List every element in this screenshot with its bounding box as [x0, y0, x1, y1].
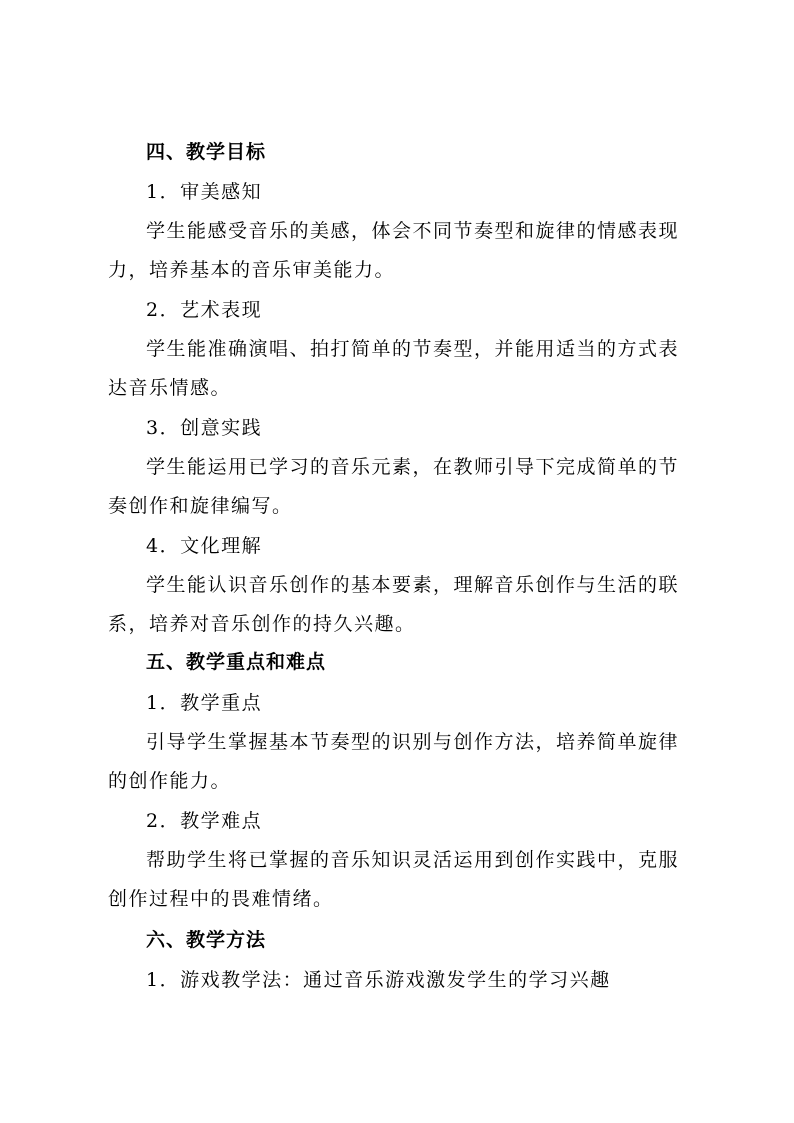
paragraph-line: 创作过程中的畏难情绪。: [108, 888, 334, 910]
paragraph-line: 引导学生掌握基本节奏型的识别与创作方法，培养简单旋律: [146, 731, 680, 753]
paragraph-line: 帮助学生将已掌握的音乐知识灵活运用到创作实践中，克服: [146, 849, 680, 871]
section-heading-key-points: 五、教学重点和难点: [146, 651, 327, 673]
paragraph-line: 学生能认识音乐创作的基本要素，理解音乐创作与生活的联: [146, 574, 680, 596]
subheading-artistic-expression: 2．艺术表现: [146, 299, 263, 321]
paragraph-line: 学生能准确演唱、拍打简单的节奏型，并能用适当的方式表: [146, 338, 680, 360]
subheading-teaching-focus: 1．教学重点: [146, 692, 263, 714]
subheading-cultural-understanding: 4．文化理解: [146, 535, 263, 557]
section-heading-objectives: 四、教学目标: [146, 141, 267, 163]
paragraph-line: 学生能运用已学习的音乐元素，在教师引导下完成简单的节: [146, 456, 680, 478]
paragraph-line: 的创作能力。: [108, 770, 232, 792]
section-heading-methods: 六、教学方法: [146, 929, 267, 951]
paragraph-line: 达音乐情感。: [108, 377, 232, 399]
subheading-creative-practice: 3．创意实践: [146, 417, 263, 439]
method-item-game-teaching: 1．游戏教学法：通过音乐游戏激发学生的学习兴趣: [146, 969, 611, 991]
paragraph-line: 力，培养基本的音乐审美能力。: [108, 259, 396, 281]
paragraph-line: 系，培养对音乐创作的持久兴趣。: [108, 613, 416, 635]
subheading-aesthetic-perception: 1．审美感知: [146, 181, 263, 203]
paragraph-line: 学生能感受音乐的美感，体会不同节奏型和旋律的情感表现: [146, 220, 680, 242]
subheading-teaching-difficulty: 2．教学难点: [146, 810, 263, 832]
paragraph-line: 奏创作和旋律编写。: [108, 495, 293, 517]
